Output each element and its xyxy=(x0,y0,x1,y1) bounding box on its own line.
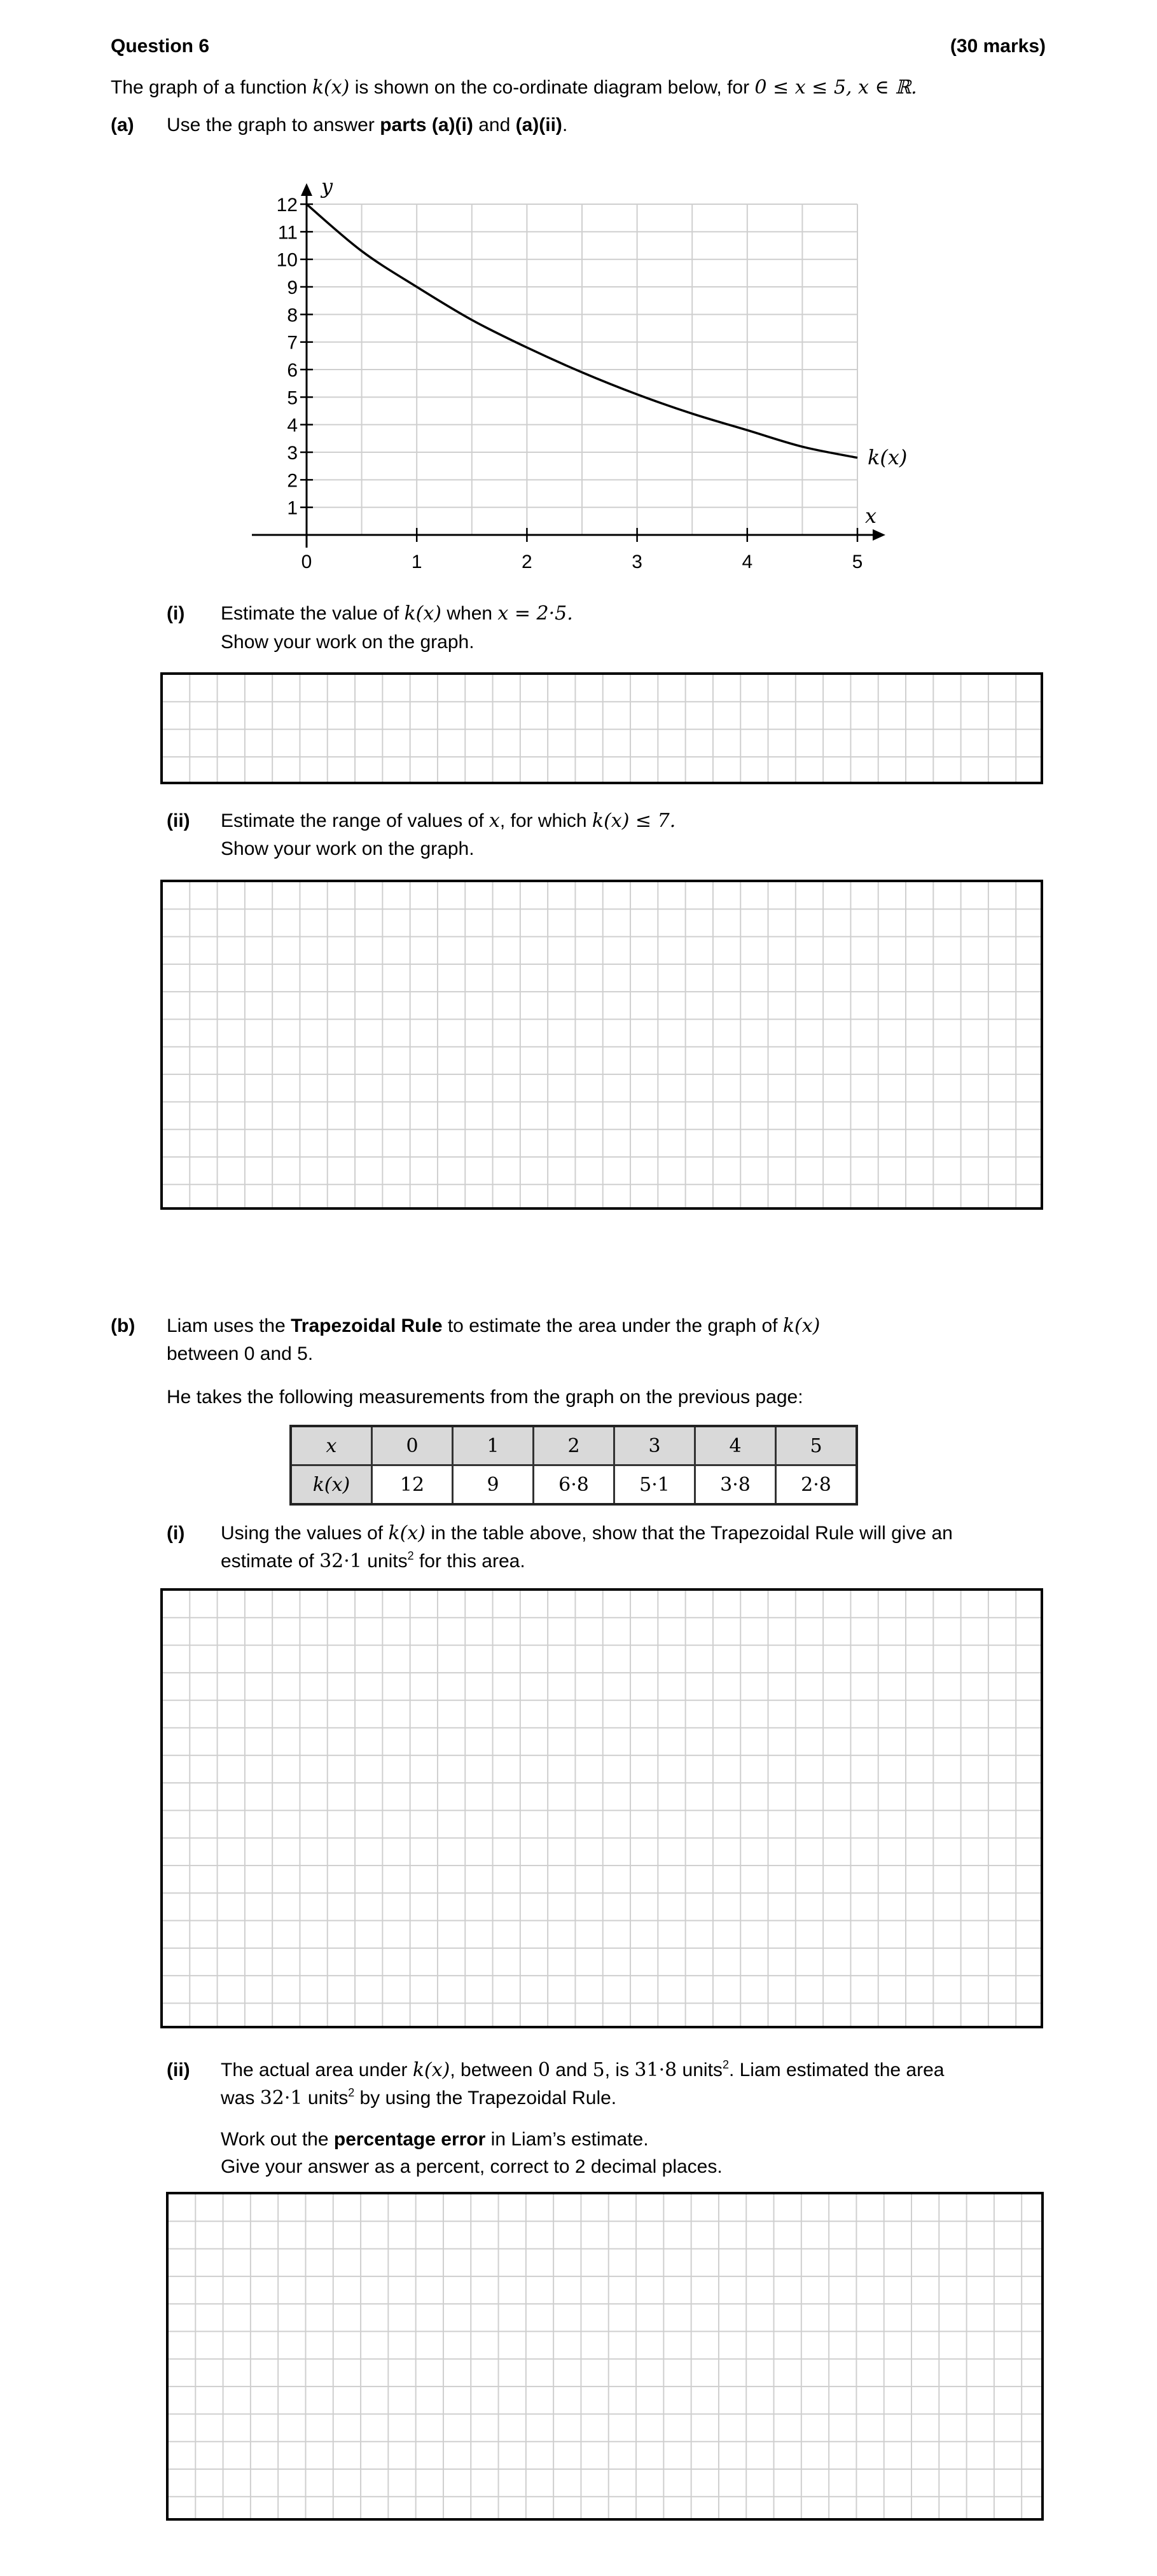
b-bold: Trapezoidal Rule xyxy=(291,1315,443,1336)
svg-text:9: 9 xyxy=(287,277,298,299)
svg-text:4: 4 xyxy=(287,415,298,436)
a-i-text-mid: when xyxy=(441,603,498,624)
part-b-label: (b) xyxy=(111,1315,135,1336)
part-b-i-line2 xyxy=(221,1549,525,1572)
measurements-table xyxy=(289,1425,858,1506)
a-ii-math: k(x) ≤ 7. xyxy=(592,810,676,832)
table-cell: 2 xyxy=(534,1426,614,1465)
b-i-func: k(x) xyxy=(388,1522,426,1544)
intro-text-after: is shown on the co-ordinate diagram below, for xyxy=(349,77,755,98)
b-ii-line3-bold: percentage error xyxy=(333,2129,486,2150)
b-ii-zero: 0 xyxy=(537,2059,550,2081)
part-b-i-label: (i) xyxy=(167,1523,185,1544)
table-cell: 3·8 xyxy=(695,1465,776,1505)
part-a-i-line1 xyxy=(221,604,573,623)
part-b-ii-line4: Give your answer as a percent, correct to 2 decimal places. xyxy=(221,2156,723,2177)
y-tick-labels xyxy=(277,195,298,519)
b-ii-five: 5 xyxy=(592,2059,605,2081)
y-axis-arrow-icon xyxy=(301,183,312,196)
b-ii-is: , is xyxy=(604,2060,635,2081)
b-ii-and: and xyxy=(550,2060,593,2081)
b-ii-estimate: 32·1 xyxy=(260,2087,303,2109)
x-axis xyxy=(252,529,885,541)
part-a-ii-line1 xyxy=(221,812,675,831)
b-ii-text-mid: , between xyxy=(450,2060,538,2081)
table-cell: 5·1 xyxy=(614,1465,695,1505)
b-ii-line2-unit: units xyxy=(302,2088,349,2109)
axis-ticks xyxy=(300,204,857,542)
intro-text-before: The graph of a function xyxy=(111,77,312,98)
table-cell: 6·8 xyxy=(534,1465,614,1505)
svg-text:4: 4 xyxy=(742,551,753,572)
table-cell: 3 xyxy=(614,1426,695,1465)
part-b-ii-line1 xyxy=(221,2058,945,2081)
part-b-line1 xyxy=(167,1317,820,1336)
b-ii-text-after: . Liam estimated the area xyxy=(728,2060,945,2081)
table-row-kx xyxy=(291,1465,857,1505)
b-i-line2-before: estimate of xyxy=(221,1551,320,1572)
table-cell: 2·8 xyxy=(776,1465,857,1505)
svg-text:12: 12 xyxy=(276,195,298,216)
b-ii-actual-area: 31·8 xyxy=(634,2059,677,2081)
x-axis-arrow-icon xyxy=(873,529,885,541)
y-axis xyxy=(301,183,312,548)
b-i-unit: units xyxy=(361,1551,408,1572)
b-ii-func: k(x) xyxy=(412,2059,450,2081)
part-a-i-label: (i) xyxy=(167,603,185,624)
table-cell: 0 xyxy=(372,1426,453,1465)
a-ii-text-before: Estimate the range of values of xyxy=(221,810,489,831)
part-a-text-after: . xyxy=(562,114,568,135)
part-b-i-line1 xyxy=(221,1524,953,1543)
b-i-sup: 2 xyxy=(407,1549,414,1562)
b-ii-line2-after: by using the Trapezoidal Rule. xyxy=(354,2088,617,2109)
b-ii-sup: 2 xyxy=(722,2058,729,2071)
part-a-bold2: (a)(ii) xyxy=(515,114,562,135)
b-i-text-before: Using the values of xyxy=(221,1523,389,1544)
svg-text:0: 0 xyxy=(301,551,312,572)
b-ii-unit: units xyxy=(677,2060,723,2081)
y-axis-label: y xyxy=(321,174,333,198)
table-cell: 1 xyxy=(453,1426,534,1465)
svg-text:2: 2 xyxy=(287,470,298,492)
part-b-line3: He takes the following measurements from the graph on the previous page: xyxy=(167,1387,803,1408)
table-cell: 12 xyxy=(372,1465,453,1505)
b-ii-text-before: The actual area under xyxy=(221,2060,413,2081)
svg-text:3: 3 xyxy=(287,443,298,464)
b-ii-line3-before: Work out the xyxy=(221,2129,334,2150)
intro-domain: 0 ≤ x ≤ 5, x ∈ ℝ. xyxy=(754,76,917,99)
table-cell: 4 xyxy=(695,1426,776,1465)
svg-text:3: 3 xyxy=(632,551,642,572)
part-b-line2: between 0 and 5. xyxy=(167,1343,314,1364)
svg-text:1: 1 xyxy=(287,497,298,519)
part-a-text-mid: and xyxy=(473,114,516,135)
part-b-ii-line2 xyxy=(221,2086,617,2109)
b-i-estimate: 32·1 xyxy=(319,1550,362,1572)
question-title: Question 6 xyxy=(111,36,210,57)
b-ii-line3-after: in Liam’s estimate. xyxy=(485,2129,649,2150)
graph-grid xyxy=(307,204,857,535)
answer-box-b-ii[interactable] xyxy=(166,2192,1044,2521)
b-func: k(x) xyxy=(782,1315,821,1337)
part-b-ii-line3 xyxy=(221,2130,649,2149)
intro-func: k(x) xyxy=(312,76,350,99)
part-a-bold1: parts (a)(i) xyxy=(380,114,473,135)
row-header-kx: k(x) xyxy=(291,1465,372,1505)
a-i-text-before: Estimate the value of xyxy=(221,603,405,624)
b-text-before: Liam uses the xyxy=(167,1315,291,1336)
a-ii-x: x xyxy=(488,810,500,832)
svg-text:2: 2 xyxy=(522,551,532,572)
svg-text:6: 6 xyxy=(287,360,298,382)
part-a-ii-line2: Show your work on the graph. xyxy=(221,838,475,859)
svg-text:8: 8 xyxy=(287,305,298,326)
answer-box-b-i[interactable] xyxy=(160,1588,1043,2028)
answer-box-a-i[interactable] xyxy=(160,672,1043,784)
row-header-x: x xyxy=(291,1426,372,1465)
svg-text:5: 5 xyxy=(287,387,298,409)
svg-text:5: 5 xyxy=(852,551,863,572)
a-i-math: x = 2·5. xyxy=(497,602,573,625)
table-cell: 5 xyxy=(776,1426,857,1465)
question-marks: (30 marks) xyxy=(950,36,1046,57)
svg-text:10: 10 xyxy=(276,249,298,271)
svg-text:1: 1 xyxy=(411,551,422,572)
table-row-x xyxy=(291,1426,857,1465)
part-a-i-line2: Show your work on the graph. xyxy=(221,632,475,653)
b-ii-line2-before: was xyxy=(221,2088,260,2109)
b-i-text-after: in the table above, show that the Trapezoidal Rule will give an xyxy=(426,1523,953,1544)
a-i-func: k(x) xyxy=(404,602,442,625)
x-tick-labels xyxy=(301,551,863,572)
part-a-text-before: Use the graph to answer xyxy=(167,114,380,135)
part-b-ii-label: (ii) xyxy=(167,2060,190,2081)
svg-text:7: 7 xyxy=(287,332,298,354)
x-axis-label: x xyxy=(865,504,877,528)
function-graph xyxy=(0,0,1157,585)
b-i-line2-after: for this area. xyxy=(413,1551,525,1572)
b-ii-line2-sup: 2 xyxy=(348,2086,355,2099)
part-a-label: (a) xyxy=(111,114,134,135)
table-cell: 9 xyxy=(453,1465,534,1505)
a-ii-text-mid: , for which xyxy=(499,810,592,831)
svg-text:11: 11 xyxy=(277,222,298,244)
curve-label: k(x) xyxy=(868,445,908,469)
b-text-after: to estimate the area under the graph of xyxy=(442,1315,783,1336)
part-a-ii-label: (ii) xyxy=(167,810,190,831)
answer-box-a-ii[interactable] xyxy=(160,880,1043,1210)
